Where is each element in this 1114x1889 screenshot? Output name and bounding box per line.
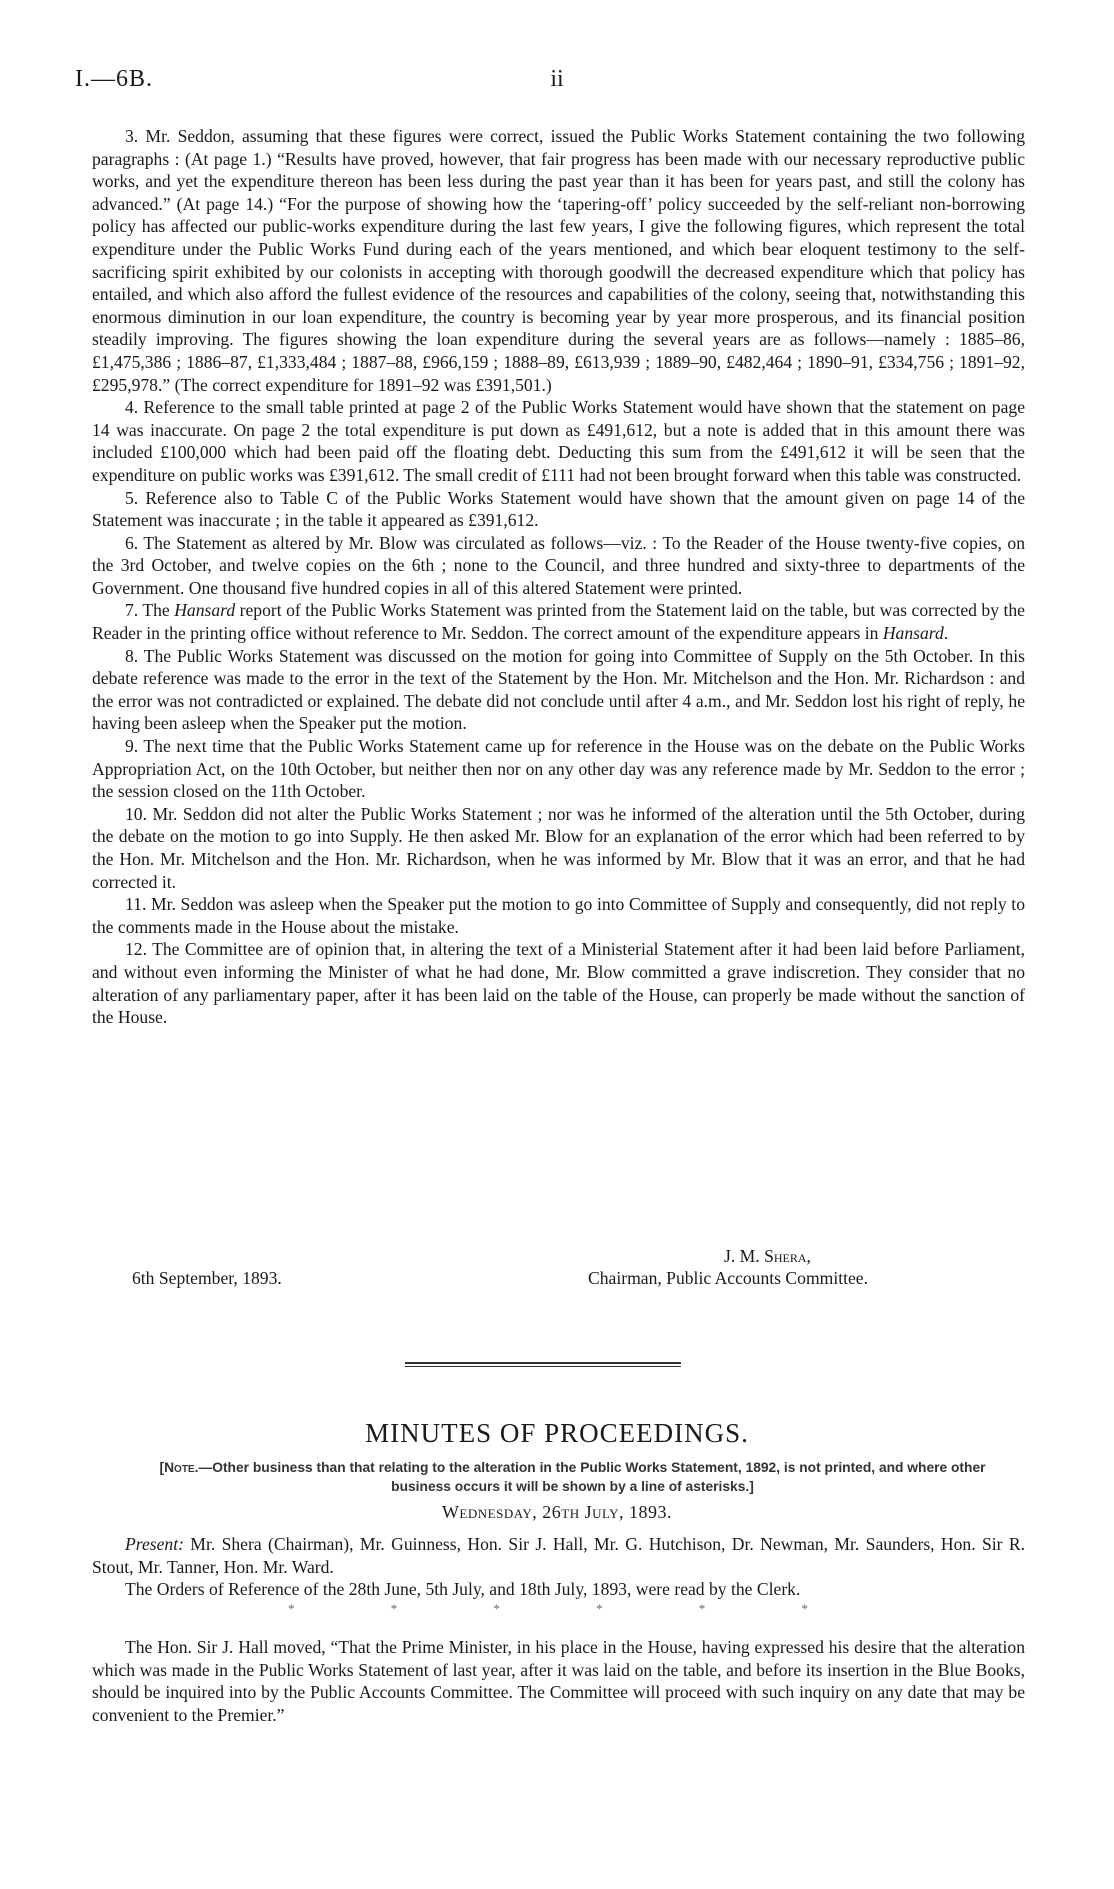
minutes-body xyxy=(92,1533,1025,1601)
note-label: Note. xyxy=(164,1460,199,1475)
paragraph-8: 8. The Public Works Statement was discussed on the motion for going into Committee of Supply on the 5th October. In this debate reference was made to the error in the text of the Statement by the Hon. Mr. Mitchelson and the Hon. Mr. Richardson : and the error was not contradicted or explained. The debate did not conclude until after 4 a.m., and Mr. Seddon lost his right of reply, he having been asleep when the Speaker put the motion. xyxy=(92,645,1025,734)
paragraph-5: 5. Reference also to Table C of the Public Works Statement would have shown that the amount given on page 14 of the Statement was inaccurate ; in the table it appeared as £391,612. xyxy=(92,487,1025,531)
paragraph-7-part-a: 7. The xyxy=(125,600,175,621)
editorial-note: [Note.—Other business than that relating to the alteration in the Public Works Statement, 1892, is not printed, and where other business occurs it will be shown by a line of asterisks.] xyxy=(159,1460,986,1494)
paragraph-7 xyxy=(92,599,1025,644)
asterisk: * xyxy=(493,1601,500,1616)
paragraph-9: 9. The next time that the Public Works Statement came up for reference in the House was on the debate on the Public Works Appropriation Act, on the 10th October, but neither then nor on any other day was any reference made by Mr. Seddon to the error ; the session closed on the 11th October. xyxy=(92,736,1025,802)
asterisk: * xyxy=(390,1601,398,1616)
meeting-date-heading: Wednesday, 26th July, 1893. xyxy=(441,1502,673,1522)
paragraph-7-part-c: . xyxy=(943,623,949,644)
paragraph-6: 6. The Statement as altered by Mr. Blow was circulated as follows—viz. : To the Reader of the House twenty-five copies, on the 3rd October, and twelve copies on the 6th ; none to the Council, and three hundred and sixty-three to departments of the Government. One thousand five hundred copies in all of this altered Statement were printed. xyxy=(92,532,1025,598)
asterisk-line xyxy=(288,1601,808,1617)
page-number: ii xyxy=(550,66,564,92)
report-body xyxy=(92,125,1025,1029)
hansard-italic: Hansard xyxy=(174,600,236,621)
paragraph-3: 3. Mr. Seddon, assuming that these figures were correct, issued the Public Works Statement containing the two following paragraphs : (At page 1.) “Results have proved, however, that fair progress has been made with our necessary reproductive public works, and yet the expenditure thereon has been less during the past year than it has been for years past, and still the colony has advanced.” (At page 14.) “For the purpose of showing how the ‘tapering-off’ policy succeeded by the self-reliant non-borrowing policy has affected our public-works expenditure during the last few years, I give the following figures, which represent the total expenditure under the Public Works Fund during each of the years mentioned, and which bear eloquent testimony to the self-sacrificing spirit exhibited by our colonists in accepting with thorough goodwill the decreased expenditure which that policy has entailed, and which also afford the fullest evidence of the resources and capabilities of the colony, seeing that, notwithstanding this enormous diminution in our loan expenditure, the country is becoming year by year more prosperous, and its financial position steadily improving. The figures showing the loan expenditure during the several years are as follows—namely : 1885–86, £1,475,386 ; 1886–87, £1,333,484 ; 1887–88, £966,159 ; 1888–89, £613,939 ; 1889–90, £482,464 ; 1890–91, £334,756 ; 1891–92, £295,978.” (The correct expenditure for 1891–92 was £391,501.) xyxy=(92,126,1025,395)
motion-paragraph: The Hon. Sir J. Hall moved, “That the Prime Minister, in his place in the House, having expressed his desire that the alteration which was made in the Public Works Statement of last year, after it was laid on the table, and before its insertion in the Blue Books, should be inquired into by the Public Accounts Committee. The Committee will proceed with such inquiry on any date that may be convenient to the Premier.” xyxy=(92,1637,1025,1725)
note-text: —Other business than that relating to the alteration in the Public Works Statement, 1892, is not printed, and where other business occurs it will be shown by a line of asterisks.] xyxy=(198,1460,986,1494)
document-reference: I.—6B. xyxy=(75,66,153,92)
signature-date: 6th September, 1893. xyxy=(132,1268,282,1288)
hansard-italic-2: Hansard xyxy=(882,623,944,644)
paragraph-10: 10. Mr. Seddon did not alter the Public Works Statement ; nor was he informed of the alteration until the 5th October, during the debate on the motion to go into Supply. He then asked Mr. Blow for an explanation of the error which had been referred to by the Hon. Mr. Mitchelson and the Hon. Mr. Richardson, when he was informed by Mr. Blow that it was an error, and that he had corrected it. xyxy=(92,803,1025,892)
signatory-name: J. M. Shera, xyxy=(724,1246,811,1266)
present-paragraph xyxy=(92,1533,1025,1578)
minutes-title: MINUTES OF PROCEEDINGS. xyxy=(365,1418,749,1448)
asterisk: * xyxy=(288,1601,295,1616)
asterisk: * xyxy=(596,1601,603,1616)
paragraph-4: 4. Reference to the small table printed at page 2 of the Public Works Statement would have shown that the statement on page 14 was inaccurate. On page 2 the total expenditure is put down as £491,612, but a note is added that in this amount there was included £100,000 which had been paid off the floating debt. Deducting this sum from the £491,612 it will be seen that the expenditure on public works was £391,612. The small credit of £111 had not been brought forward when this table was constructed. xyxy=(92,397,1025,485)
section-divider xyxy=(405,1362,681,1367)
signatory-role: Chairman, Public Accounts Committee. xyxy=(588,1268,868,1288)
paragraph-11: 11. Mr. Seddon was asleep when the Speaker put the motion to go into Committee of Supply and consequently, did not reply to the comments made in the House about the mistake. xyxy=(92,894,1025,937)
present-label: Present: xyxy=(125,1534,184,1554)
paragraph-7-part-b: report of the Public Works Statement was printed from the Statement laid on the table, but was corrected by the Reader in the printing office without reference to Mr. Seddon. The correct amount of the expenditure appears in xyxy=(92,600,1025,644)
paragraph-12: 12. The Committee are of opinion that, in altering the text of a Ministerial Statement after it had been laid before Parliament, and without even informing the Minister of what he had done, Mr. Blow committed a grave indiscretion. They consider that no alteration of any parliamentary paper, after it has been laid on the table of the House, can properly be made without the sanction of the House. xyxy=(92,939,1025,1028)
present-members: Mr. Shera (Chairman), Mr. Guinness, Hon. Sir J. Hall, Mr. G. Hutchison, Dr. Newman, Mr. Saunders, Hon. Sir R. Stout, Mr. Tanner, Hon. Mr. Ward. xyxy=(92,1534,1025,1577)
orders-paragraph: The Orders of Reference of the 28th June, 5th July, and 18th July, 1893, were read by the Clerk. xyxy=(125,1579,801,1600)
asterisk: * xyxy=(801,1601,808,1616)
motion-block xyxy=(92,1636,1025,1726)
asterisk: * xyxy=(698,1601,706,1616)
